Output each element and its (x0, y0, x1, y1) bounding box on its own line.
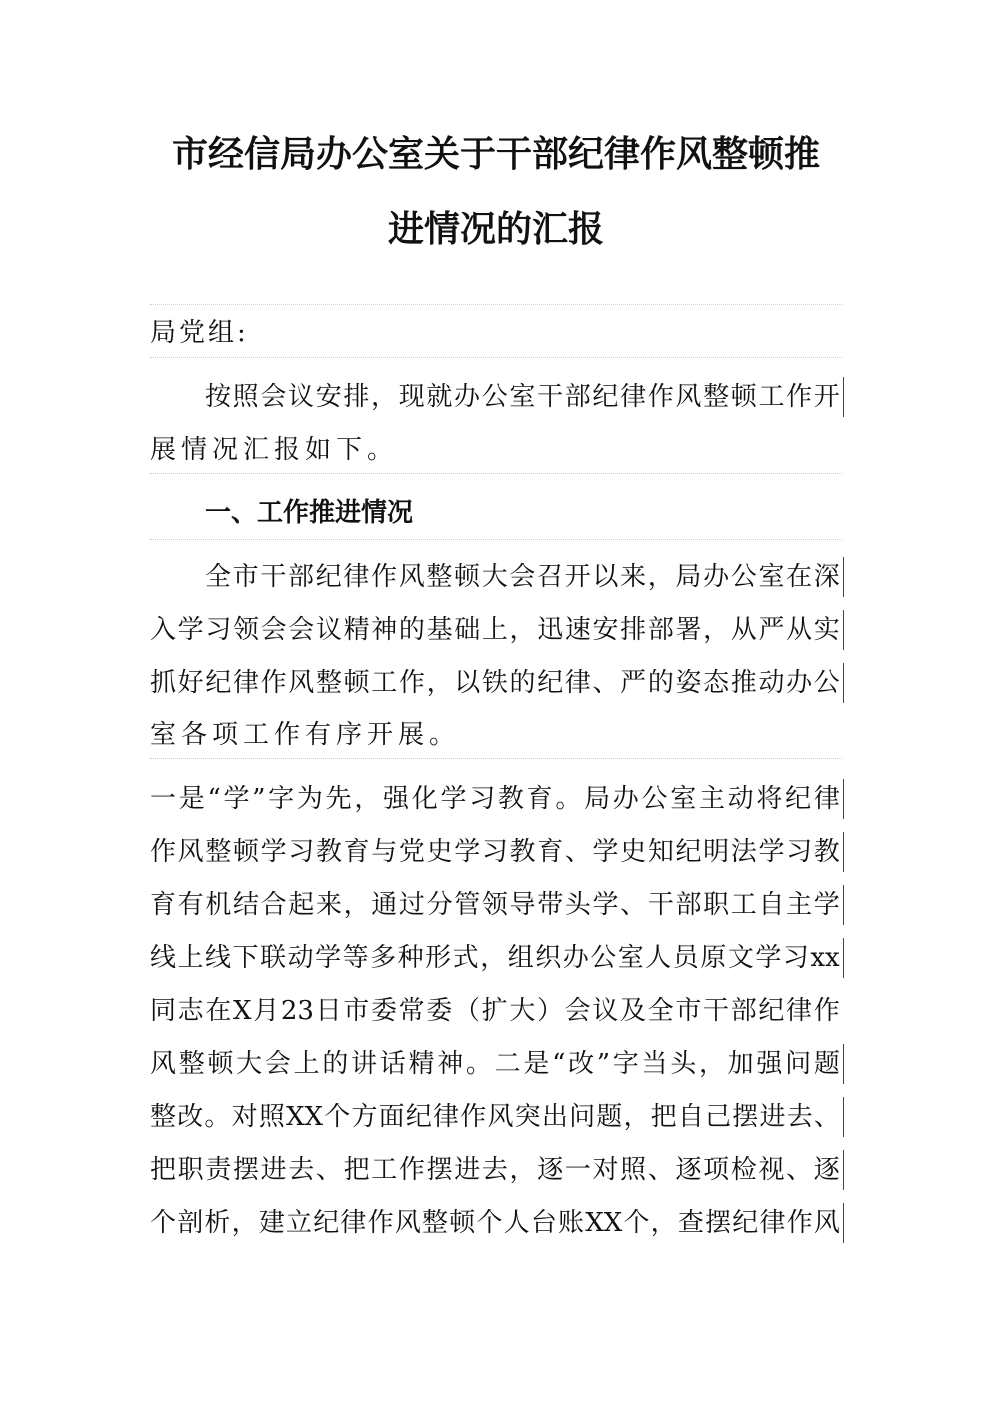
paragraph-line: 把 职 责 摆 进 去 、 把 工 作 摆 进 去 ， 逐 一 对 照 、 逐 项 检 视 、 逐 (150, 1150, 844, 1190)
paragraph-line: 抓 好 纪 律 作 风 整 顿 工 作 ， 以 铁 的 纪 律 、 严 的 姿 态 推 动 办 公 (150, 663, 844, 703)
paragraph-line: 同 志 在 X 月 23 日 市 委 常 委 （ 扩 大 ） 会 议 及 全 市 干 部 纪 律 作 (150, 996, 840, 1026)
paragraph-line: 个 剖 析 ， 建 立 纪 律 作 风 整 顿 个 人 台 账 XX 个 ， 查 摆 纪 律 作 风 (150, 1203, 844, 1243)
section-heading: 一、工作推进情况 (205, 498, 414, 528)
salutation: 局党组: (150, 318, 249, 348)
separator (150, 304, 842, 305)
paragraph-line: 全 市 干 部 纪 律 作 风 整 顿 大 会 召 开 以 来 ， 局 办 公 室 在 深 (205, 557, 844, 597)
paragraph-line: 一 是 “ 学 ” 字 为 先 ， 强 化 学 习 教 育 。 局 办 公 室 主 动 将 纪 律 (150, 779, 844, 819)
separator (150, 758, 842, 759)
paragraph-line: 整 改 。 对 照 XX 个 方 面 纪 律 作 风 突 出 问 题 ， 把 自 己 摆 进 去 、 (150, 1097, 844, 1137)
document-title-line-1: 市经信局办公室关于干部纪律作风整顿推 (171, 134, 820, 175)
paragraph-line: 育 有 机 结 合 起 来 ， 通 过 分 管 领 导 带 头 学 、 干 部 职 工 自 主 学 (150, 885, 844, 925)
separator (150, 473, 842, 474)
paragraph-line: 线 上 线 下 联 动 学 等 多 种 形 式 ， 组 织 办 公 室 人 员 原 文 学 习 xx (150, 938, 844, 978)
paragraph-line: 入 学 习 领 会 会 议 精 神 的 基 础 上 ， 迅 速 安 排 部 署 ， 从 严 从 实 (150, 610, 844, 650)
paragraph-line: 展情况汇报如下。 (150, 435, 399, 465)
paragraph-line: 室各项工作有序开展。 (150, 720, 461, 750)
separator (150, 539, 842, 540)
paragraph-line: 作 风 整 顿 学 习 教 育 与 党 史 学 习 教 育 、 学 史 知 纪 明 法 学 习 教 (150, 832, 844, 872)
document-title-line-2: 进情况的汇报 (387, 209, 604, 250)
paragraph-line: 风 整 顿 大 会 上 的 讲 话 精 神 。 二 是 “ 改 ” 字 当 头 ， 加 强 问 题 (150, 1044, 844, 1084)
paragraph-line: 按 照 会 议 安 排 ， 现 就 办 公 室 干 部 纪 律 作 风 整 顿 工 作 开 (205, 377, 844, 417)
separator (150, 357, 842, 358)
